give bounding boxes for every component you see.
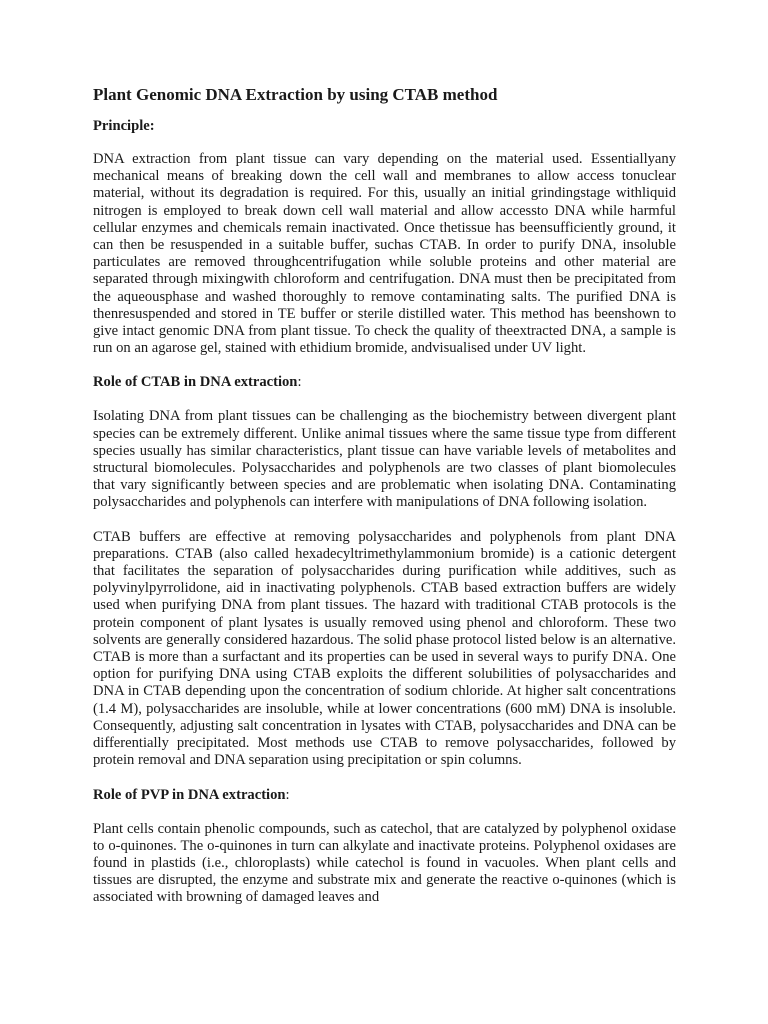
pvp-heading-colon: : xyxy=(285,786,290,803)
principle-paragraph: DNA extraction from plant tissue can vary depending on the material used. Essentiallyany mechanical means of breaking down the cell wall and membranes to allow access tonuclear material, without its degradation is required. For this, usually an initial grindingstage withliquid nitrogen is employed to break down cell wall material and allow accessto DNA while harmful cellular enzymes and chemicals remain inactivated. Once thetissue has beensufficiently ground, it can then be resuspended in a suitable buffer, suchas CTAB. In order to purify DNA, insoluble particulates are removed throughcentrifugation while soluble proteins and other material are separated through mixingwith chloroform and centrifugation. DNA must then be precipitated from the aqueousphase and washed thoroughly to remove contaminating salts. The purified DNA is thenresuspended and stored in TE buffer or sterile distilled water. This method has beenshown to give intact genomic DNA from plant tissue. To check the quality of theextracted DNA, a sample is run on an agarose gel, stained with ethidium bromide, andvisualised under UV light. xyxy=(93,151,676,357)
ctab-heading xyxy=(93,374,676,391)
ctab-paragraph-2: CTAB buffers are effective at removing polysaccharides and polyphenols from plant DNA preparations. CTAB (also called hexadecyltrimethylammonium bromide) is a cationic detergent that facilitates the separation of polysaccharides during purification while additives, such as polyvinylpyrrolidone, aid in inactivating polyphenols. CTAB based extraction buffers are widely used when purifying DNA from plant tissues. The hazard with traditional CTAB protocols is the protein component of plant lysates is usually removed using phenol and chloroform. These two solvents are generally considered hazardous. The solid phase protocol listed below is an alternative. CTAB is more than a surfactant and its properties can be used in several ways to purify DNA. One option for purifying DNA using CTAB exploits the different solubilities of polysaccharides and DNA in CTAB depending upon the concentration of sodium chloride. At higher salt concentrations (1.4 M), polysaccharides are insoluble, while at lower concentrations (600 mM) DNA is insoluble. Consequently, adjusting salt concentration in lysates with CTAB, polysaccharides and DNA can be differentially precipitated. Most methods use CTAB to remove polysaccharides, followed by protein removal and DNA separation using precipitation or spin columns. xyxy=(93,528,676,769)
spacer xyxy=(93,804,676,821)
document-title: Plant Genomic DNA Extraction by using CTAB method xyxy=(93,85,498,104)
document-page xyxy=(93,84,676,907)
principle-heading-label: Principle: xyxy=(93,118,155,134)
ctab-heading-colon: : xyxy=(297,374,302,391)
ctab-heading-label: Role of CTAB in DNA extraction xyxy=(93,374,298,391)
spacer xyxy=(93,770,676,787)
principle-heading xyxy=(93,118,676,135)
pvp-heading-label: Role of PVP in DNA extraction xyxy=(93,786,286,803)
spacer xyxy=(93,391,676,408)
pvp-heading xyxy=(93,787,676,804)
spacer xyxy=(93,512,676,529)
ctab-paragraph-1: Isolating DNA from plant tissues can be challenging as the biochemistry between divergent plant species can be extremely different. Unlike animal tissues where the same tissue type from different species usually has similar characteristics, plant tissue can have variable levels of metabolites and structural biomolecules. Polysaccharides and polyphenols are two classes of plant biomolecules that vary significantly between species and are problematic when isolating DNA. Contaminating polysaccharides and polyphenols can interfere with manipulations of DNA following isolation. xyxy=(93,408,676,511)
pvp-paragraph-1: Plant cells contain phenolic compounds, such as catechol, that are catalyzed by polyphenol oxidase to o-quinones. The o-quinones in turn can alkylate and inactivate proteins. Polyphenol oxidases are found in plastids (i.e., chloroplasts) while catechol is found in vacuoles. When plant cells and tissues are disrupted, the enzyme and substrate mix and generate the reactive o-quinones (which is associated with browning of damaged leaves and xyxy=(93,820,676,906)
spacer xyxy=(93,135,676,151)
spacer xyxy=(93,357,676,374)
